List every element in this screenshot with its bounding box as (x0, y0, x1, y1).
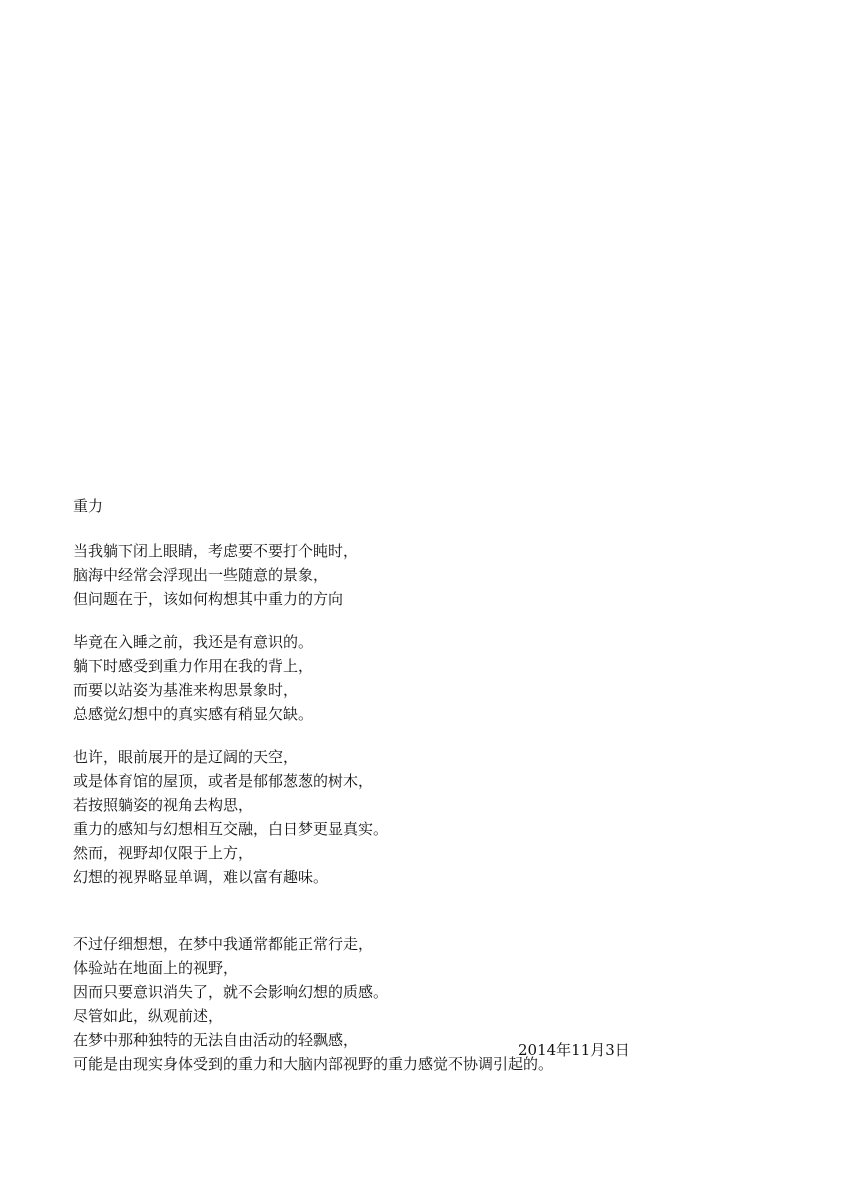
text-line: 脑海中经常会浮现出一些随意的景象， (73, 566, 329, 584)
paragraph-spacer (73, 611, 773, 630)
text-line: 毕竟在入睡之前，我还是有意识的。 (73, 633, 314, 651)
paragraph-2 (73, 630, 773, 726)
text-line: 不过仔细想想，在梦中我通常都能正常行走， (73, 935, 374, 953)
paragraph-4 (73, 932, 773, 1076)
text-line: 幻想的视界略显单调，难以富有趣味。 (73, 868, 329, 886)
text-line: 总感觉幻想中的真实感有稍显欠缺。 (73, 705, 314, 723)
text-line: 但问题在于，该如何构想其中重力的方向 (73, 590, 344, 608)
text-line: 躺下时感受到重力作用在我的背上， (73, 657, 314, 675)
text-line: 然而，视野却仅限于上方， (73, 844, 254, 862)
text-line: 在梦中那种独特的无法自由活动的轻飘感， (73, 1031, 359, 1049)
text-line: 或是体育馆的屋顶，或者是郁郁葱葱的树木， (73, 772, 374, 790)
text-line: 若按照躺姿的视角去构思， (73, 796, 254, 814)
paragraph-spacer (73, 726, 773, 745)
essay-date: 2014年11月3日 (518, 1041, 630, 1059)
essay-body (73, 494, 773, 1076)
text-line: 而要以站姿为基准来构思景象时， (73, 681, 299, 699)
paragraph-spacer (73, 889, 773, 932)
paragraph-3 (73, 745, 773, 889)
text-line: 尽管如此，纵观前述， (73, 1007, 224, 1025)
text-line: 可能是由现实身体受到的重力和大脑内部视野的重力感觉不协调引起的。 (73, 1055, 554, 1073)
text-line: 因而只要意识消失了，就不会影响幻想的质感。 (73, 983, 389, 1001)
essay-title: 重力 (73, 497, 104, 515)
text-line: 体验站在地面上的视野， (73, 959, 239, 977)
paragraph-1 (73, 539, 773, 611)
text-line: 重力的感知与幻想相互交融，白日梦更显真实。 (73, 820, 389, 838)
text-line: 也许，眼前展开的是辽阔的天空， (73, 748, 299, 766)
text-line: 当我躺下闭上眼睛，考虑要不要打个盹时， (73, 542, 359, 560)
